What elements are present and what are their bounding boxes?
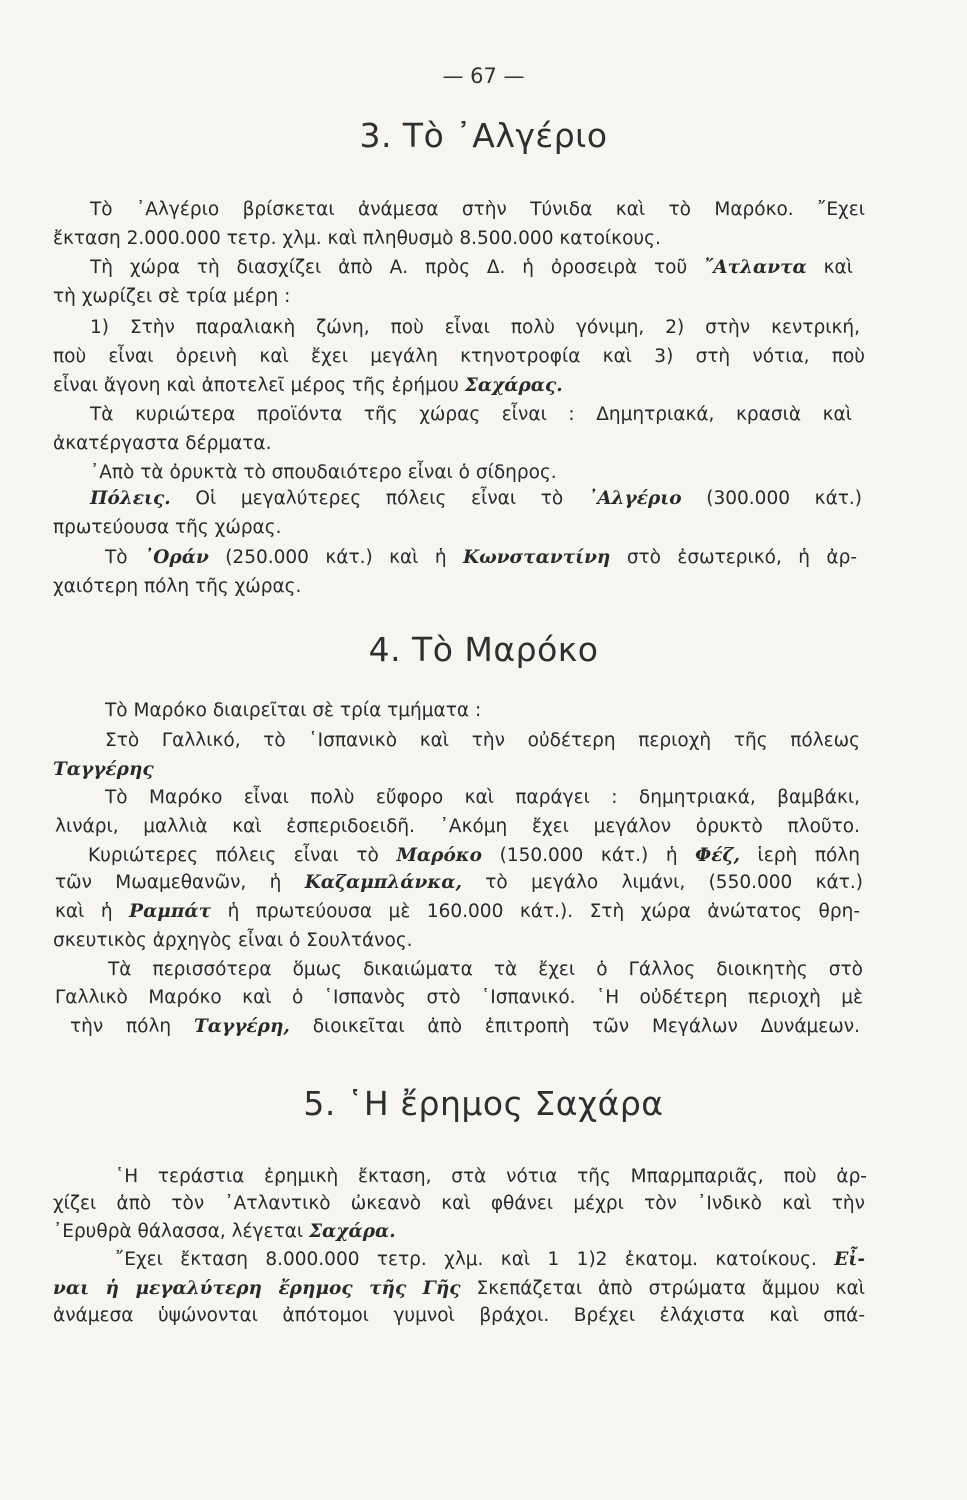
paragraph-line: ῎Εχει ἔκταση 8.000.000 τετρ. χλμ. καὶ 1 1)2 ἑκατομ. κατοίκους. Εἶ- <box>115 1249 866 1270</box>
paragraph-line: Πόλεις. Οἱ μεγαλύτερες πόλεις εἶναι τὸ ᾿Αλγέριο (300.000 κάτ.) <box>90 488 862 509</box>
page-number: — 67 — <box>442 64 525 88</box>
emphasis-largest-desert: ναι ἡ μεγαλύτερη ἔρημος τῆς Γῆς <box>53 1278 461 1299</box>
paragraph-line: ναι ἡ μεγαλύτερη ἔρημος τῆς Γῆς Σκεπάζεται ἀπὸ στρώματα ἄμμου καὶ <box>53 1278 865 1299</box>
paragraph-line: Στὸ Γαλλικό, τὸ ῾Ισπανικὸ καὶ τὴν οὐδέτερη περιοχὴ τῆς πόλεως <box>105 730 860 751</box>
paragraph-line: Τὸ Μαρόκο διαιρεῖται σὲ τρία τμήματα : <box>105 700 482 721</box>
cities-label: Πόλεις. <box>90 488 171 509</box>
place-name-casablanca: Καζαμπλάνκα, <box>304 872 462 893</box>
place-name-constantine: Κωνσταντίνη <box>463 547 611 568</box>
paragraph-line: πρωτεύουσα τῆς χώρας. <box>53 517 282 538</box>
paragraph-line: Τὸ Μαρόκο εἶναι πολὺ εὔφορο καὶ παράγει : δημητριακά, βαμβάκι, <box>105 787 860 808</box>
paragraph-line: ποὺ εἶναι ὀρεινὴ καὶ ἔχει μεγάλη κτηνοτροφία καὶ 3) στὴ νότια, ποὺ <box>53 346 865 367</box>
section-heading-algeria: 3. Τὸ ᾿Αλγέριο <box>359 116 608 155</box>
place-name-tangier-2: Ταγγέρη, <box>193 1016 290 1037</box>
paragraph-line: καὶ ἡ Ραμπάτ ἡ πρωτεύουσα μὲ 160.000 κάτ.). Στὴ χώρα ἀνώτατος θρη- <box>55 901 860 922</box>
paragraph-line: Τὰ περισσότερα ὅμως δικαιώματα τὰ ἔχει ὁ Γάλλος διοικητὴς στὸ <box>108 959 863 980</box>
paragraph-line: ἀκατέργαστα δέρματα. <box>53 433 272 454</box>
section-heading-morocco: 4. Τὸ Μαρόκο <box>368 630 599 669</box>
place-name-tangier: Ταγγέρης <box>53 759 154 780</box>
place-name-fez: Φέζ, <box>695 845 740 866</box>
paragraph-line: 1) Στὴν παραλιακὴ ζώνη, ποὺ εἶναι πολὺ γόνιμη, 2) στὴν κεντρική, <box>90 317 860 338</box>
place-name-rabat: Ραμπάτ <box>129 901 212 922</box>
paragraph-line: εἶναι ἄγονη καὶ ἀποτελεῖ μέρος τῆς ἐρήμου Σαχάρας. <box>53 375 563 396</box>
place-name-sahara: Σαχάρας. <box>464 375 563 396</box>
paragraph-line: Τὸ ᾿Αλγέριο βρίσκεται ἀνάμεσα στὴν Τύνιδα καὶ τὸ Μαρόκο. ῎Εχει <box>90 199 865 220</box>
place-name-algiers: ᾿Αλγέριο <box>587 488 682 509</box>
paragraph-line: ἔκταση 2.000.000 τετρ. χλμ. καὶ πληθυσμὸ 8.500.000 κατοίκους. <box>53 228 661 249</box>
paragraph-line: Τὴ χώρα τὴ διασχίζει ἀπὸ Α. πρὸς Δ. ἡ ὀροσειρὰ τοῦ ῎Ατλαντα καὶ <box>90 257 853 278</box>
section-heading-sahara: 5. ῾Η ἔρημος Σαχάρα <box>303 1084 664 1123</box>
place-name-marrakesh: Μαρόκο <box>396 845 483 866</box>
paragraph-line: τὴ χωρίζει σὲ τρία μέρη : <box>53 286 291 307</box>
paragraph-line: ῾Η τεράστια ἐρημικὴ ἔκταση, στὰ νότια τῆς Μπαρμπαριᾶς, ποὺ ἀρ- <box>115 1166 867 1187</box>
paragraph-line: χαιότερη πόλη τῆς χώρας. <box>53 576 302 597</box>
place-name-oran: ᾿Οράν <box>144 547 209 568</box>
paragraph-line: Τὰ κυριώτερα προϊόντα τῆς χώρας εἶναι : Δημητριακά, κρασιὰ καὶ <box>90 404 852 425</box>
paragraph-line: τὴν πόλη Ταγγέρη, διοικεῖται ἀπὸ ἐπιτροπὴ τῶν Μεγάλων Δυνάμεων. <box>70 1016 861 1037</box>
paragraph-line: τῶν Μωαμεθανῶν, ἡ Καζαμπλάνκα, τὸ μεγάλο λιμάνι, (550.000 κάτ.) <box>55 872 863 893</box>
paragraph-line: ἀνάμεσα ὑψώνονται ἀπότομοι γυμνοὶ βράχοι. Βρέχει ἐλάχιστα καὶ σπά- <box>53 1305 865 1326</box>
paragraph-line: Τὸ ᾿Οράν (250.000 κάτ.) καὶ ἡ Κωνσταντίνη στὸ ἐσωτερικό, ἡ ἀρ- <box>105 547 858 568</box>
place-name-atlas: ῎Ατλαντα <box>704 257 807 278</box>
paragraph-line: χίζει ἀπὸ τὸν ᾿Ατλαντικὸ ὠκεανὸ καὶ φθάνει μέχρι τὸν ᾿Ινδικὸ καὶ τὴν <box>53 1193 865 1214</box>
paragraph-line: Γαλλικὸ Μαρόκο καὶ ὁ ῾Ισπανὸς στὸ ῾Ισπανικό. ῾Η οὐδέτερη περιοχὴ μὲ <box>55 987 863 1008</box>
paragraph-line: Κυριώτερες πόλεις εἶναι τὸ Μαρόκο (150.000 κάτ.) ἡ Φέζ, ἱερὴ πόλη <box>88 845 860 866</box>
paragraph-line: ᾿Απὸ τὰ ὀρυκτὰ τὸ σπουδαιότερο εἶναι ὁ σίδηρος. <box>90 462 557 483</box>
paragraph-line: λινάρι, μαλλιὰ καὶ ἐσπεριδοειδῆ. ᾿Ακόμη ἔχει μεγάλον ὀρυκτὸ πλοῦτο. <box>55 816 860 837</box>
place-name-sahara-2: Σαχάρα. <box>308 1221 396 1242</box>
paragraph-line: ᾿Ερυθρὰ θάλασσα, λέγεται Σαχάρα. <box>53 1221 396 1242</box>
paragraph-line: σκευτικὸς ἀρχηγὸς εἶναι ὁ Σουλτάνος. <box>53 930 413 951</box>
